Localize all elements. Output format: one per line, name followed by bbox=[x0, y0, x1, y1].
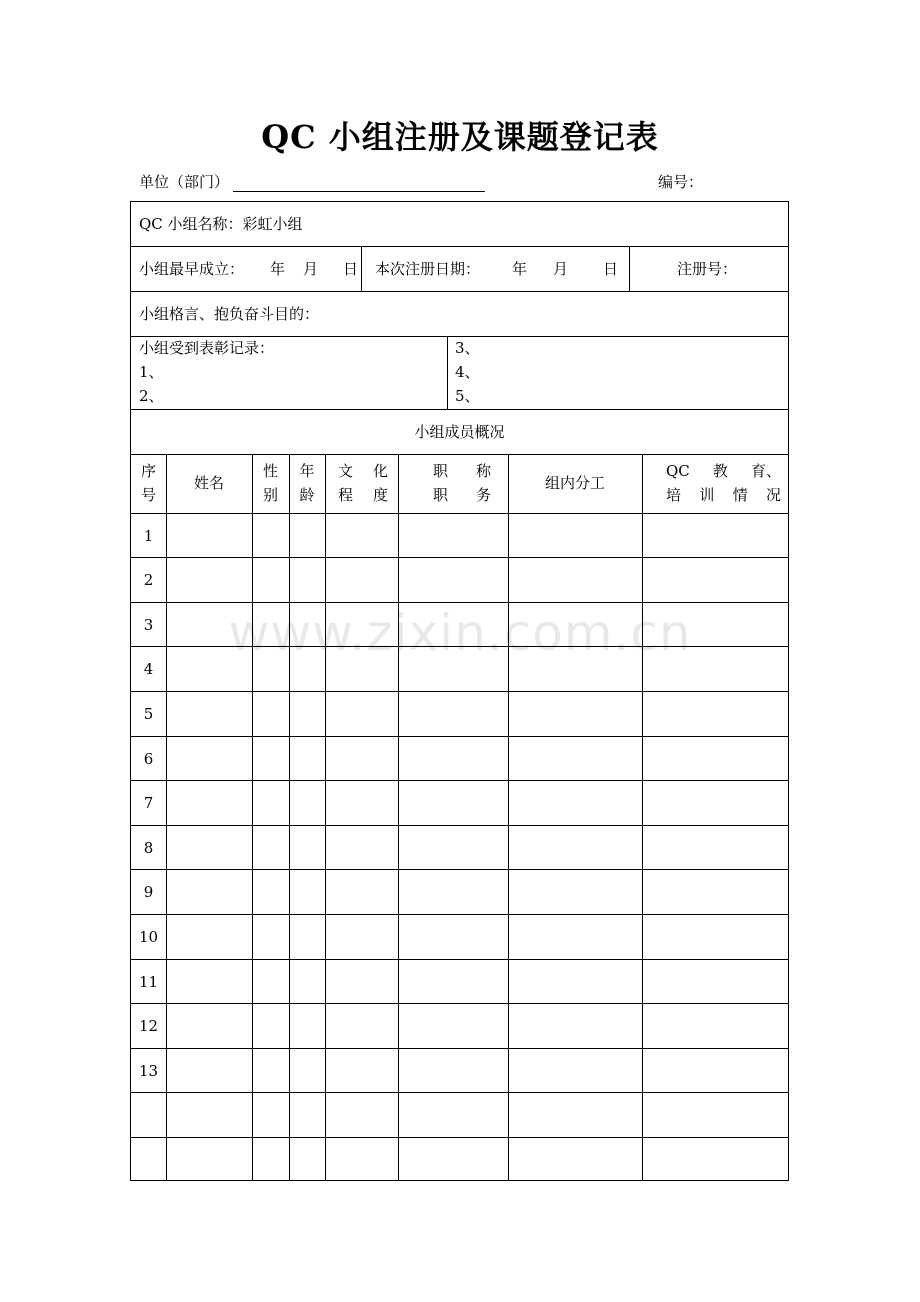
row-number: 9 bbox=[143, 883, 154, 901]
registration-year: 年 bbox=[512, 260, 528, 278]
col-header-title bbox=[433, 459, 491, 507]
char: 称 bbox=[475, 462, 491, 480]
col-header-no bbox=[131, 459, 166, 507]
col-header-education-line2 bbox=[338, 483, 388, 507]
registration-date-label: 本次注册日期： bbox=[375, 260, 481, 278]
char: 育、 bbox=[750, 462, 781, 480]
award-item: 2、 bbox=[139, 387, 164, 405]
char: 训 bbox=[699, 486, 715, 504]
row-number: 3 bbox=[143, 616, 154, 634]
founded-divider bbox=[361, 246, 362, 291]
award-item: 1、 bbox=[139, 363, 164, 381]
col-header-name: 姓名 bbox=[193, 474, 224, 492]
rule-6 bbox=[131, 513, 788, 514]
award-item: 4、 bbox=[455, 363, 480, 381]
row-rule bbox=[131, 691, 788, 692]
award-item: 3、 bbox=[455, 339, 480, 357]
row-number: 8 bbox=[143, 839, 154, 857]
row-rule bbox=[131, 602, 788, 603]
row-rule bbox=[131, 646, 788, 647]
col-rule bbox=[398, 454, 399, 1180]
row-rule bbox=[131, 780, 788, 781]
row-rule bbox=[131, 914, 788, 915]
char: 教 bbox=[712, 462, 728, 480]
col-header-gender-line1: 性 bbox=[262, 462, 278, 480]
founded-month: 月 bbox=[303, 260, 319, 278]
row-number: 7 bbox=[143, 794, 154, 812]
row-number: 4 bbox=[143, 660, 154, 678]
founded-day: 日 bbox=[343, 260, 359, 278]
col-header-education bbox=[338, 459, 388, 507]
char: 职 bbox=[433, 462, 449, 480]
col-header-age-line2: 龄 bbox=[299, 486, 315, 504]
group-name-value[interactable]: 彩虹小组 bbox=[242, 215, 303, 233]
row-rule bbox=[131, 959, 788, 960]
char: 职 bbox=[433, 486, 449, 504]
col-rule bbox=[166, 454, 167, 1180]
col-header-training bbox=[666, 459, 781, 507]
row-rule bbox=[131, 1137, 788, 1138]
awards-label: 小组受到表彰记录： bbox=[139, 339, 275, 357]
col-rule bbox=[508, 454, 509, 1180]
row-number: 13 bbox=[138, 1062, 159, 1080]
row-rule bbox=[131, 1003, 788, 1004]
awards-divider bbox=[447, 336, 448, 409]
group-name-label: QC 小组名称： bbox=[139, 215, 243, 233]
rule-2 bbox=[131, 291, 788, 292]
rule-1 bbox=[131, 246, 788, 247]
col-header-training-line2 bbox=[666, 483, 781, 507]
row-rule bbox=[131, 736, 788, 737]
registration-day: 日 bbox=[603, 260, 619, 278]
rule-5 bbox=[131, 454, 788, 455]
char: 培 bbox=[666, 486, 682, 504]
group-name-row bbox=[139, 212, 303, 236]
char: 程 bbox=[338, 486, 354, 504]
founded-label: 小组最早成立： bbox=[139, 260, 245, 278]
founded-year: 年 bbox=[270, 260, 286, 278]
row-rule bbox=[131, 825, 788, 826]
col-rule bbox=[642, 454, 643, 1180]
char: 化 bbox=[372, 462, 388, 480]
col-header-age-line1: 年 bbox=[299, 462, 315, 480]
registration-month: 月 bbox=[553, 260, 569, 278]
col-header-title-line1 bbox=[433, 459, 491, 483]
award-item: 5、 bbox=[455, 387, 480, 405]
col-rule bbox=[252, 454, 253, 1180]
row-rule bbox=[131, 1092, 788, 1093]
row-rule bbox=[131, 557, 788, 558]
members-section-title: 小组成员概况 bbox=[414, 423, 505, 441]
char: 况 bbox=[765, 486, 781, 504]
col-rule bbox=[325, 454, 326, 1180]
row-number: 10 bbox=[138, 928, 159, 946]
row-number: 12 bbox=[138, 1017, 159, 1035]
unit-label: 单位（部门） bbox=[139, 173, 230, 191]
col-header-role: 组内分工 bbox=[544, 474, 605, 492]
col-header-gender-line2: 别 bbox=[262, 486, 278, 504]
row-number: 5 bbox=[143, 705, 154, 723]
row-rule bbox=[131, 869, 788, 870]
row-number: 1 bbox=[143, 527, 154, 545]
char: 务 bbox=[475, 486, 491, 504]
row-number: 2 bbox=[143, 571, 154, 589]
registration-number-label: 注册号： bbox=[677, 260, 738, 278]
motto-label: 小组格言、抱负奋斗目的： bbox=[139, 305, 320, 323]
serial-number-label: 编号： bbox=[658, 173, 704, 191]
rule-4 bbox=[131, 409, 788, 410]
unit-underline[interactable] bbox=[233, 174, 485, 192]
row-rule bbox=[131, 1048, 788, 1049]
col-header-no-line2: 号 bbox=[140, 486, 156, 504]
registration-table bbox=[130, 201, 789, 1181]
char: 文 bbox=[338, 462, 354, 480]
row-number: 6 bbox=[143, 750, 154, 768]
col-header-title-line2 bbox=[433, 483, 491, 507]
page-title: QC 小组注册及课题登记表 bbox=[261, 118, 659, 156]
regdate-divider bbox=[629, 246, 630, 291]
col-header-training-line1 bbox=[666, 459, 781, 483]
watermark: www.zixin.com.cn bbox=[228, 604, 692, 662]
col-rule bbox=[289, 454, 290, 1180]
char: 度 bbox=[372, 486, 388, 504]
char: 情 bbox=[732, 486, 748, 504]
char: QC bbox=[666, 462, 690, 480]
col-header-education-line1 bbox=[338, 459, 388, 483]
col-header-no-line1: 序 bbox=[140, 462, 156, 480]
col-header-age bbox=[289, 459, 325, 507]
unit-field bbox=[139, 171, 485, 192]
row-number: 11 bbox=[138, 973, 159, 991]
col-header-gender bbox=[252, 459, 289, 507]
